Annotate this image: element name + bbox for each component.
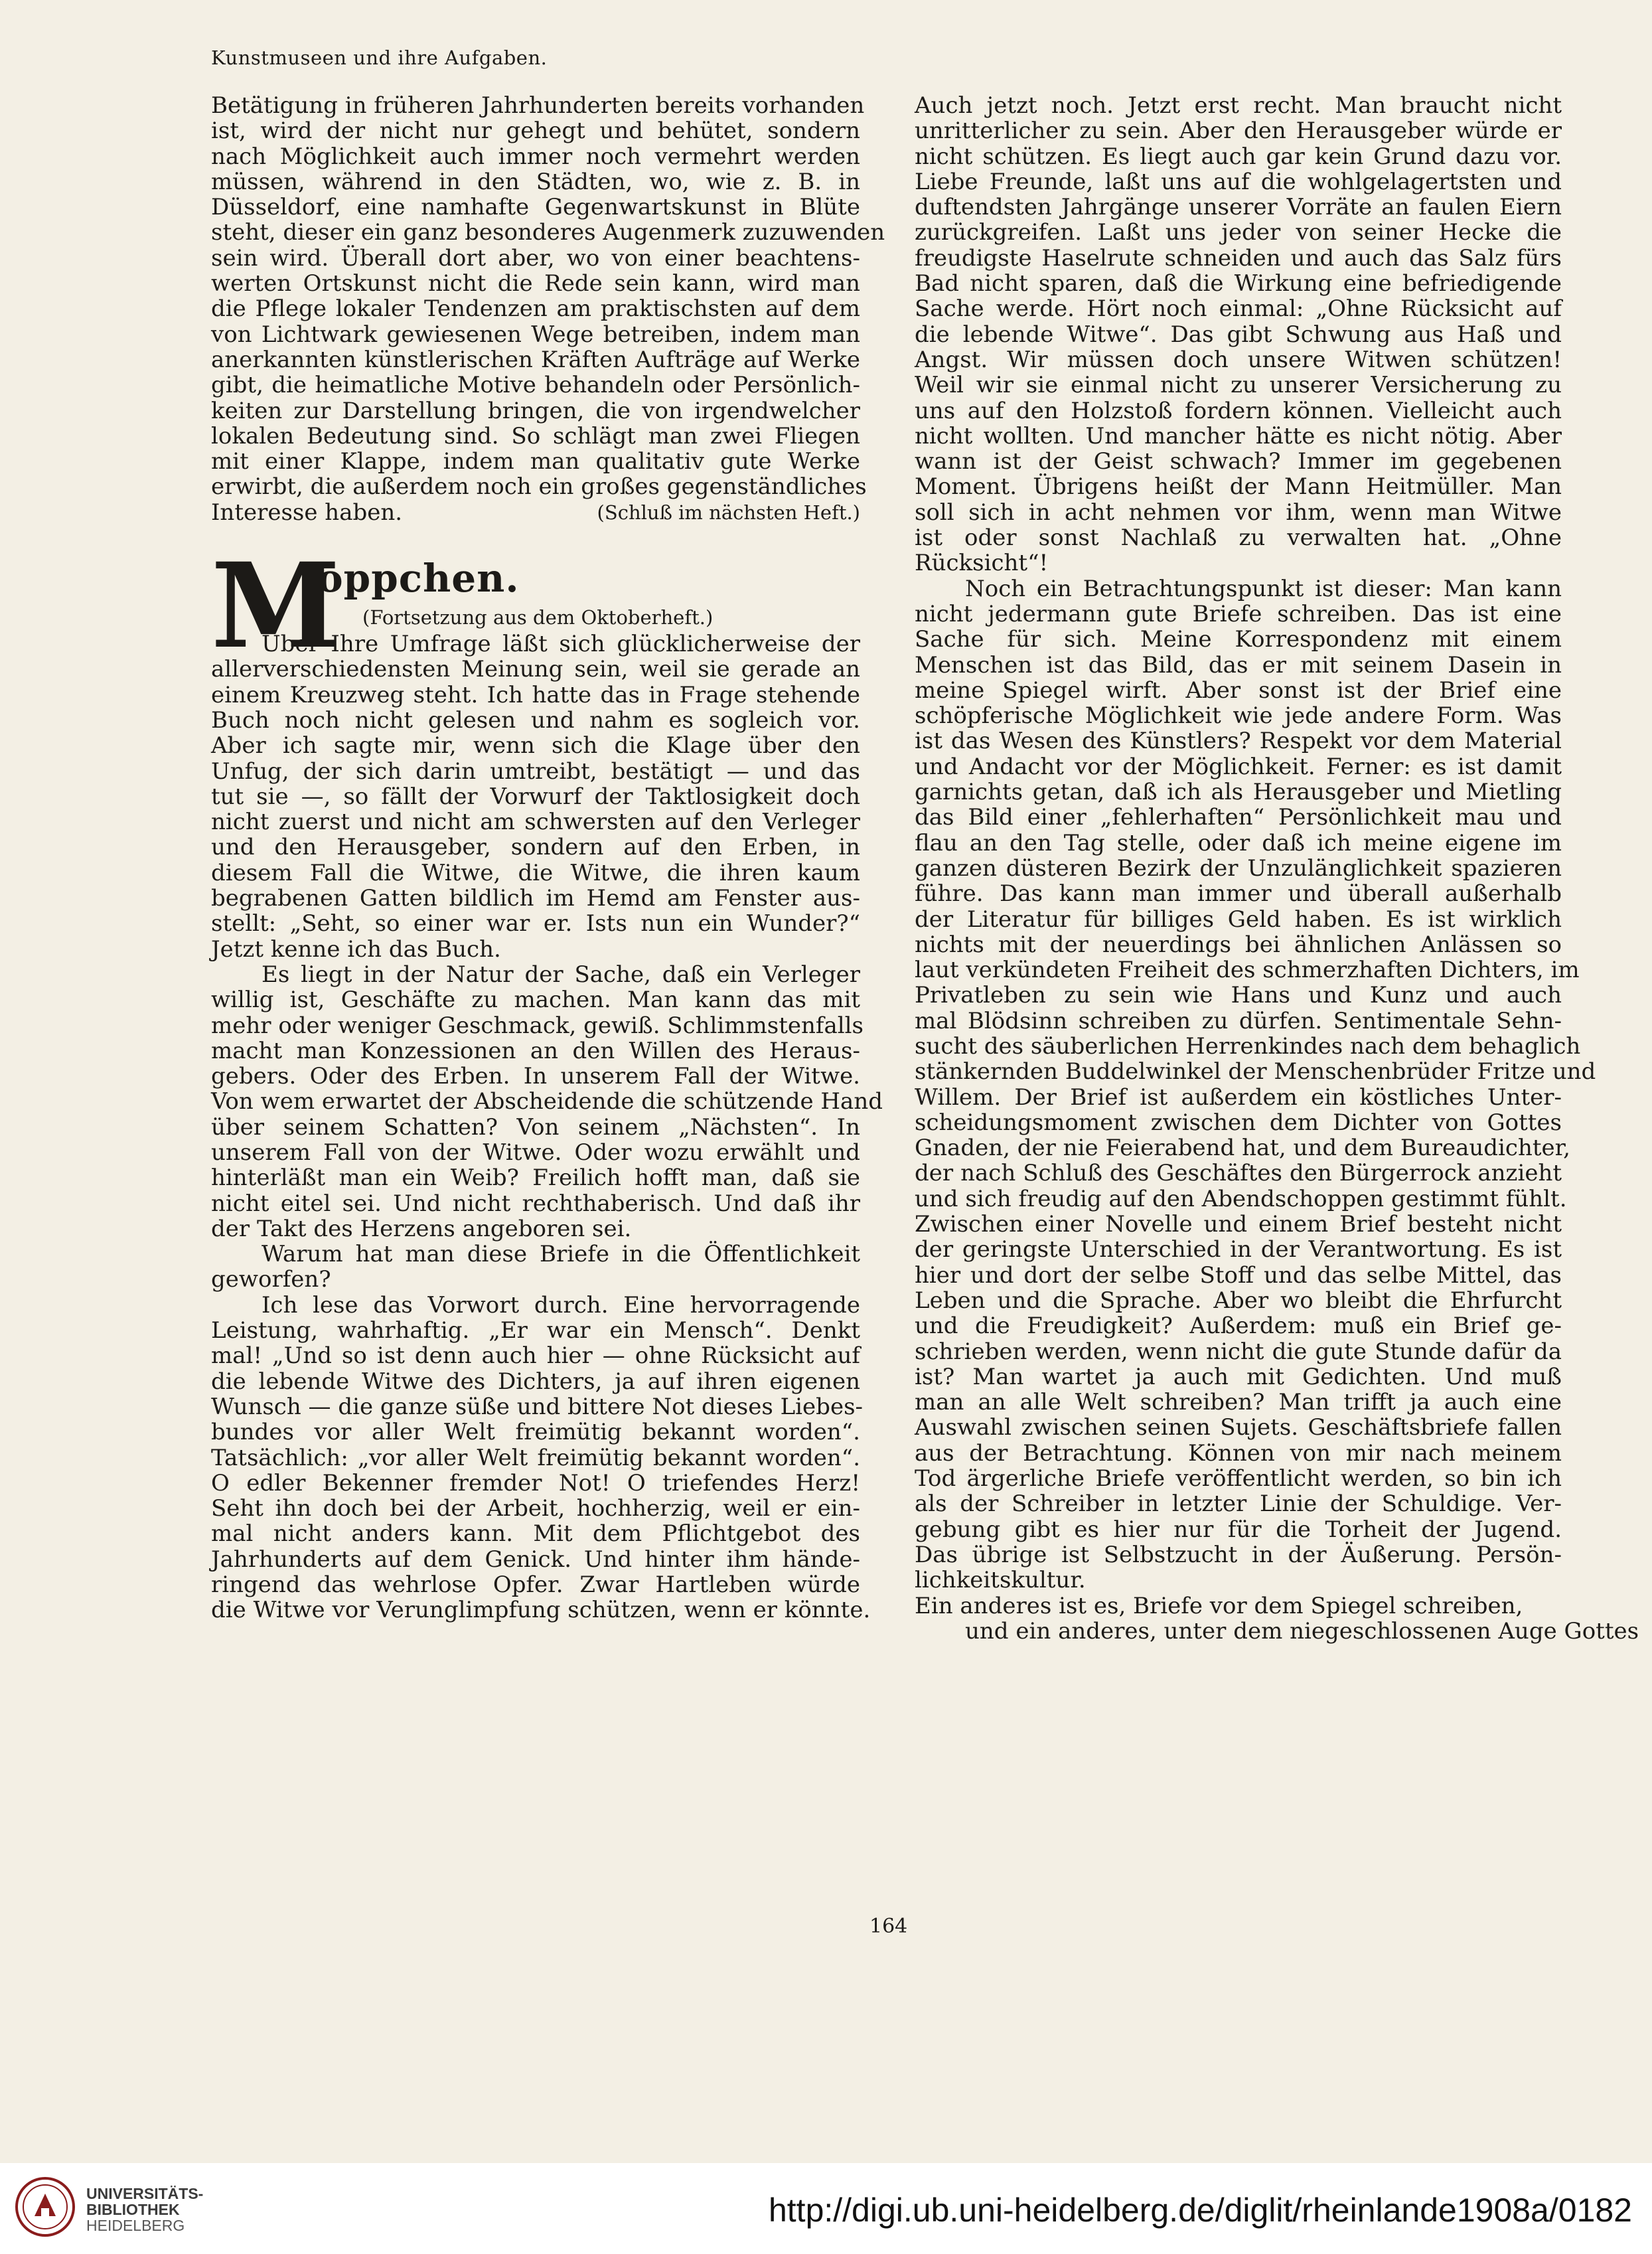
right-column-text — [915, 92, 1639, 1645]
text-line: der Literatur für billiges Geld haben. Es ist wirklich — [915, 906, 1562, 933]
text-line: und sich freudig auf den Abendschoppen gestimmt fühlt. — [915, 1185, 1567, 1212]
text-line: diesem Fall die Witwe, die Witwe, die ihren kaum — [211, 859, 860, 886]
text-line: das Bild einer „fehlerhaften“ Persönlichkeit mau und — [915, 804, 1562, 831]
text-line: Auch jetzt noch. Jetzt erst recht. Man braucht nicht — [915, 92, 1562, 119]
text-line: anerkannten künstlerischen Kräften Aufträge auf Werke — [211, 346, 860, 373]
text-line: bundes vor aller Welt freimütig bekannt worden“. — [211, 1419, 860, 1446]
text-line: tut sie —, so fällt der Vorwurf der Taktlosigkeit doch — [211, 783, 860, 810]
drop-cap: M — [211, 537, 340, 675]
text-line: als der Schreiber in letzter Linie der Schuldige. Ver- — [915, 1490, 1562, 1518]
text-line: Rücksicht“! — [915, 550, 1049, 577]
text-line: erwirbt, die außerdem noch ein großes gegenständliches — [211, 473, 867, 501]
text-line: duftendsten Jahrgänge unserer Vorräte an faulen Eiern — [915, 194, 1562, 221]
text-line: Privatleben zu sein wie Hans und Kunz und auch — [915, 982, 1562, 1009]
text-line: mit einer Klappe, indem man qualitativ gute Werke — [211, 448, 860, 475]
text-line: Buch noch nicht gelesen und nahm es sogleich vor. — [211, 706, 860, 734]
text-line: lokalen Bedeutung sind. So schlägt man zwei Fliegen — [211, 422, 860, 449]
text-line: Ich lese das Vorwort durch. Eine hervorragende — [262, 1291, 860, 1319]
text-line: freudigste Haselrute schneiden und auch das Salz fürs — [915, 244, 1562, 272]
running-head: Kunstmuseen und ihre Aufgaben. — [211, 46, 548, 69]
text-line: hier und dort der selbe Stoff und das selbe Mittel, das — [915, 1261, 1562, 1289]
text-line: nicht schützen. Es liegt auch gar kein Grund dazu vor. — [915, 143, 1562, 170]
text-line: Noch ein Betrachtungspunkt ist dieser: Man kann — [965, 575, 1562, 602]
text-line: Liebe Freunde, laßt uns auf die wohlgelagertsten und — [915, 168, 1562, 195]
text-line: über seinem Schatten? Von seinem „Nächsten“. In — [211, 1113, 860, 1141]
text-line: nach Möglichkeit auch immer noch vermehrt werden — [211, 143, 860, 170]
text-line: unritterlicher zu sein. Aber den Herausgeber würde er — [915, 118, 1562, 145]
text-line: stellt: „Seht, so einer war er. Ists nun ein Wunder?“ — [211, 910, 860, 937]
text-line: Das übrige ist Selbstzucht in der Äußerung. Persön- — [915, 1541, 1562, 1568]
text-line: Wunsch — die ganze süße und bittere Not dieses Liebes- — [211, 1393, 863, 1420]
text-line: Tatsächlich: „vor aller Welt freimütig bekannt worden“. — [211, 1444, 860, 1471]
text-line: einem Kreuzweg steht. Ich hatte das in Frage stehende — [211, 681, 860, 708]
text-line: der Takt des Herzens angeboren sei. — [211, 1215, 632, 1242]
text-line: soll sich in acht nehmen vor ihm, wenn man Witwe — [915, 499, 1562, 526]
text-line: Jetzt kenne ich das Buch. — [211, 935, 501, 963]
text-line: der nach Schluß des Geschäftes den Bürgerrock anzieht — [915, 1160, 1562, 1187]
text-line: nicht wollten. Und mancher hätte es nicht nötig. Aber — [915, 422, 1562, 449]
text-line: und ein anderes, unter dem niegeschlossenen Auge Gottes — [965, 1617, 1639, 1645]
text-line: gibt, die heimatliche Motive behandeln oder Persönlich- — [211, 372, 860, 399]
text-line: Seht ihn doch bei der Arbeit, hochherzig, weil er ein- — [211, 1495, 860, 1522]
text-line: die Pflege lokaler Tendenzen am praktischsten auf dem — [211, 295, 860, 323]
text-line: nicht zuerst und nicht am schwersten auf den Verleger — [211, 809, 860, 836]
text-line: macht man Konzessionen an den Willen des Heraus- — [211, 1037, 860, 1064]
text-line: mal Blödsinn schreiben zu dürfen. Sentimentale Sehn- — [915, 1007, 1562, 1034]
text-line: unserem Fall von der Witwe. Oder wozu erwählt und — [211, 1139, 860, 1166]
text-line: Weil wir sie einmal nicht zu unserer Versicherung zu — [915, 372, 1562, 399]
text-line: steht, dieser ein ganz besonderes Augenmerk zuzuwenden — [211, 219, 885, 246]
text-line: man an alle Welt schreiben? Man trifft ja auch eine — [915, 1389, 1562, 1416]
text-line: Angst. Wir müssen doch unsere Witwen schützen! — [915, 346, 1562, 373]
footer-bar — [0, 2163, 1652, 2254]
text-line: garnichts getan, daß ich als Herausgeber und Mietling — [915, 779, 1562, 806]
text-line: nichts mit der neuerdings bei ähnlichen Anlässen so — [915, 931, 1562, 958]
page-number: 164 — [869, 1915, 908, 1938]
left-column — [211, 92, 885, 1624]
text-line: Auswahl zwischen seinen Sujets. Geschäftsbriefe fallen — [915, 1414, 1562, 1441]
text-line: scheidungsmoment zwischen dem Dichter von Gottes — [915, 1109, 1562, 1136]
text-line: gebung gibt es hier nur für die Torheit der Jugend. — [915, 1516, 1562, 1543]
text-line: ringend das wehrlose Opfer. Zwar Hartleben würde — [211, 1571, 860, 1599]
text-line: Düsseldorf, eine namhafte Gegenwartskunst in Blüte — [211, 194, 860, 221]
text-line: Willem. Der Brief ist außerdem ein köstliches Unter- — [915, 1084, 1562, 1111]
text-line: schöpferische Möglichkeit wie jede andere Form. Was — [915, 702, 1562, 730]
text-line: begrabenen Gatten bildlich im Hemd am Fenster aus- — [211, 885, 860, 912]
text-line: mehr oder weniger Geschmack, gewiß. Schlimmstenfalls — [211, 1012, 864, 1039]
text-line: sein wird. Überall dort aber, wo von einer beachtens- — [211, 244, 860, 272]
continuation-note: (Schluß im nächsten Heft.) — [597, 501, 860, 524]
text-line: mal nicht anders kann. Mit dem Pflichtgebot des — [211, 1520, 860, 1548]
institution-line-3: HEIDELBERG — [86, 2217, 185, 2234]
text-line: Es liegt in der Natur der Sache, daß ein Verleger — [262, 961, 860, 988]
text-line: der geringste Unterschied in der Verantwortung. Es ist — [915, 1236, 1562, 1263]
text-line: aus der Betrachtung. Können von mir nach meinem — [915, 1439, 1562, 1467]
text-line: Gnaden, der nie Feierabend hat, und dem Bureaudichter, — [915, 1135, 1570, 1162]
text-line: mal! „Und so ist denn auch hier — ohne Rücksicht auf — [211, 1342, 860, 1370]
text-line: willig ist, Geschäfte zu machen. Man kann das mit — [211, 987, 860, 1014]
text-line: Ein anderes ist es, Briefe vor dem Spiegel schreiben, — [915, 1592, 1523, 1619]
left-column-top-text — [211, 92, 885, 526]
text-line: uns auf den Holzstoß fordern können. Vielleicht auch — [915, 397, 1562, 424]
text-line: keiten zur Darstellung bringen, die von irgendwelcher — [211, 397, 860, 424]
text-line: ist das Wesen des Künstlers? Respekt vor dem Material — [915, 728, 1562, 755]
text-line: Betätigung in früheren Jahrhunderten bereits vorhanden — [211, 92, 865, 119]
text-line: allerverschiedensten Meinung sein, weil sie gerade an — [211, 656, 860, 683]
text-line: flau an den Tag stelle, oder daß ich meine eigene im — [915, 829, 1562, 856]
text-line: werten Ortskunst nicht die Rede sein kann, wird man — [211, 270, 860, 297]
text-line: die lebende Witwe des Dichters, ja auf ihren eigenen — [211, 1368, 860, 1395]
text-line: Unfug, der sich darin umtreibt, bestätigt — und das — [211, 758, 860, 785]
text-line: Moment. Übrigens heißt der Mann Heitmüller. Man — [915, 473, 1562, 501]
university-seal-icon — [15, 2176, 76, 2237]
text-line: Zwischen einer Novelle und einem Brief besteht nicht — [915, 1211, 1562, 1238]
text-line: ist, wird der nicht nur gehegt und behütet, sondern — [211, 118, 860, 145]
text-line: nicht eitel sei. Und nicht rechthaberisch. Und daß ihr — [211, 1190, 860, 1217]
article-subtitle: (Fortsetzung aus dem Oktoberheft.) — [362, 606, 713, 629]
text-line: ganzen düsteren Bezirk der Unzulänglichkeit spazieren — [915, 854, 1562, 882]
text-line: von Lichtwark gewiesenen Wege betreiben, indem man — [211, 321, 860, 348]
text-line: sucht des säuberlichen Herrenkindes nach dem behaglich — [915, 1032, 1581, 1060]
text-line: ist oder sonst Nachlaß zu verwalten hat. „Ohne — [915, 524, 1562, 552]
text-line: nicht jedermann gute Briefe schreiben. Das ist eine — [915, 600, 1562, 627]
text-line: lichkeitskultur. — [915, 1567, 1086, 1594]
text-line: führe. Das kann man immer und überall außerhalb — [915, 880, 1562, 908]
text-line: gebers. Oder des Erben. In unserem Fall der Witwe. — [211, 1063, 860, 1090]
text-line: und Andacht vor der Möglichkeit. Ferner: es ist damit — [915, 753, 1562, 780]
institution-line-1: UNIVERSITÄTS- — [86, 2185, 204, 2202]
text-line: Von wem erwartet der Abscheidende die schützende Hand — [211, 1088, 883, 1115]
text-line: Leistung, wahrhaftig. „Er war ein Mensch“. Denkt — [211, 1317, 860, 1344]
institution-name — [86, 2186, 203, 2233]
text-line: stänkernden Buddelwinkel der Menschenbrüder Fritze und — [915, 1058, 1596, 1086]
text-line: Tod ärgerliche Briefe veröffentlicht werden, so bin ich — [915, 1465, 1562, 1492]
text-line: ist? Man wartet ja auch mit Gedichten. Und muß — [915, 1363, 1562, 1390]
right-column — [915, 92, 1639, 1645]
text-line: zurückgreifen. Laßt uns jeder von seiner Hecke die — [915, 219, 1562, 246]
text-line: Aber ich sagte mir, wenn sich die Klage über den — [211, 732, 860, 760]
text-line: Bad nicht sparen, daß die Wirkung eine befriedigende — [915, 270, 1562, 297]
text-line: und den Herausgeber, sondern auf den Erben, in — [211, 834, 860, 861]
text-line: hinterläßt man ein Weib? Freilich hofft man, daß sie — [211, 1165, 860, 1192]
article-title: oppchen. — [317, 556, 520, 602]
text-line: Jahrhunderts auf dem Genick. Und hinter ihm hände- — [211, 1546, 860, 1573]
text-line: Warum hat man diese Briefe in die Öffentlichkeit — [262, 1241, 860, 1268]
text-line: schrieben werden, wenn nicht die gute Stunde dafür da — [915, 1338, 1562, 1365]
text-line: Menschen ist das Bild, das er mit seinem Dasein in — [915, 651, 1562, 679]
text-line: die lebende Witwe“. Das gibt Schwung aus Haß und — [915, 321, 1562, 348]
text-line: laut verkündeten Freiheit des schmerzhaften Dichters, im — [915, 957, 1580, 984]
text-line: Interesse haben. (Schluß im nächsten Heft.) — [211, 499, 860, 526]
text-line: und die Freudigkeit? Außerdem: muß ein Brief ge- — [915, 1313, 1562, 1340]
left-column-body-text — [211, 631, 883, 1624]
text-line: Sache werde. Hört noch einmal: „Ohne Rücksicht auf — [915, 295, 1562, 323]
text-line: meine Spiegel wirft. Aber sonst ist der Brief eine — [915, 677, 1562, 704]
text-line: Über Ihre Umfrage läßt sich glücklicherweise der — [262, 631, 860, 658]
text-line: müssen, während in den Städten, wo, wie z. B. in — [211, 168, 860, 195]
text-line: O edler Bekenner fremder Not! O triefendes Herz! — [211, 1469, 860, 1496]
text-line: die Witwe vor Verunglimpfung schützen, wenn er könnte. — [211, 1597, 871, 1624]
text-line: Sache für sich. Meine Korrespondenz mit einem — [915, 626, 1562, 653]
text-line: geworfen? — [211, 1266, 331, 1293]
text-line: wann ist der Geist schwach? Immer im gegebenen — [915, 448, 1562, 475]
text-line: Leben und die Sprache. Aber wo bleibt die Ehrfurcht — [915, 1287, 1562, 1314]
source-url-link[interactable]: http://digi.ub.uni-heidelberg.de/diglit/rheinlande1908a/0182 — [768, 2192, 1632, 2229]
institution-line-2: BIBLIOTHEK — [86, 2201, 180, 2218]
